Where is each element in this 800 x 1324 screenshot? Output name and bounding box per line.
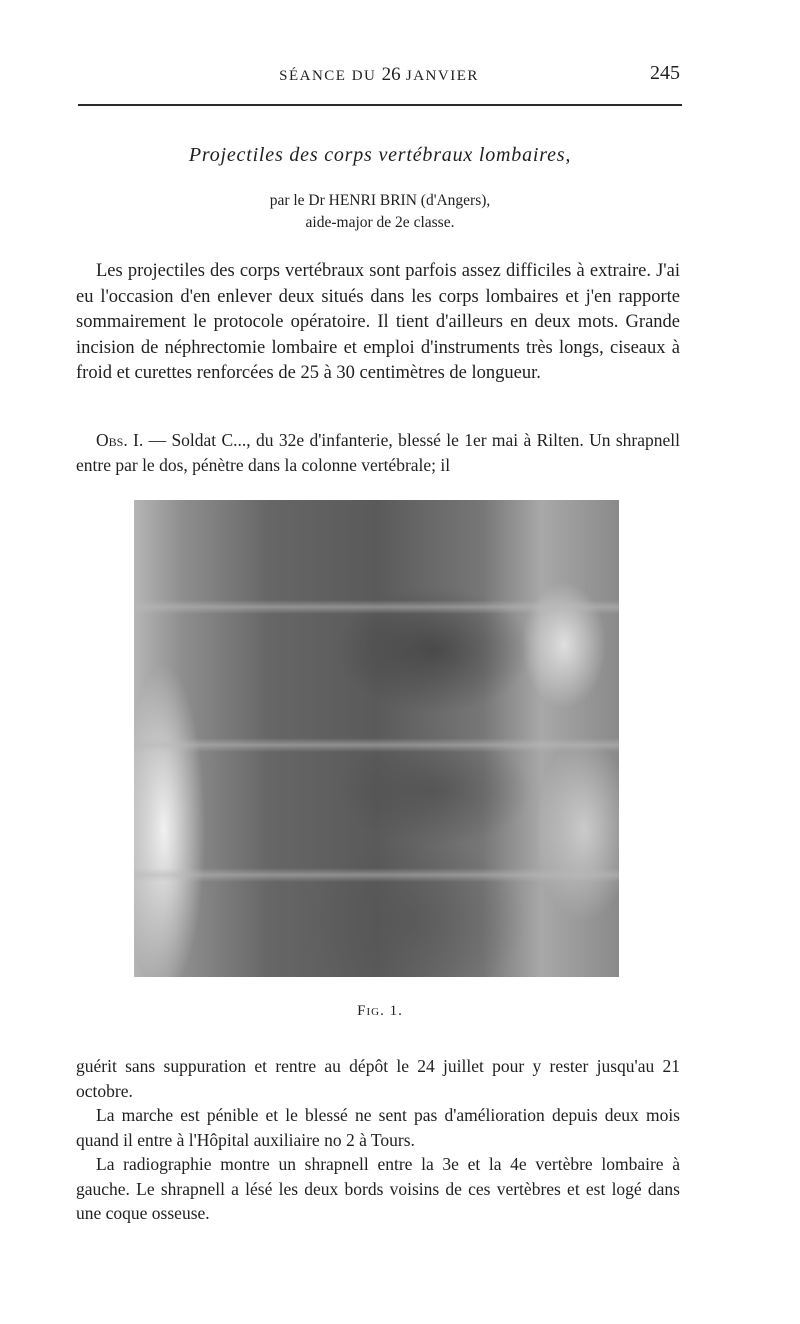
continuation-paragraph-1: guérit sans suppuration et rentre au dépôt le 24 juillet pour y rester jusqu'au 21 octobre. — [76, 1056, 680, 1101]
observation-text: — Soldat C..., du 32e d'infanterie, blessé le 1er mai à Rilten. Un shrapnell entre par le dos, pénètre dans la colonne vertébrale; il — [76, 430, 680, 475]
observation-block — [76, 428, 680, 477]
figure-texture-band — [134, 868, 619, 882]
byline-author: par le Dr HENRI BRIN (d'Angers), — [269, 192, 491, 209]
running-header — [78, 62, 680, 92]
article-title: Projectiles des corps vertébraux lombaires, — [188, 144, 572, 166]
page-number: 245 — [650, 62, 680, 84]
continuation-paragraph-2: La marche est pénible et le blessé ne sent pas d'amélioration depuis deux mois quand il entre à l'Hôpital auxiliaire no 2 à Tours. — [76, 1105, 680, 1150]
continuation-paragraph-3: La radiographie montre un shrapnell entre la 3e et la 4e vertèbre lombaire à gauche. Le shrapnell a lésé les deux bords voisins de ces vertèbres et est logé dans une coque osseuse. — [76, 1154, 680, 1223]
continuation-block — [76, 1054, 680, 1226]
byline-rank: aide-major de 2e classe. — [305, 214, 455, 231]
header-title-start: SÉANCE DU — [279, 68, 382, 84]
header-divider — [78, 104, 682, 106]
figure-texture-band — [134, 738, 619, 752]
running-header-title — [78, 64, 680, 86]
observation-paragraph — [76, 428, 680, 477]
intro-paragraph: Les projectiles des corps vertébraux sont parfois assez difficiles à extraire. J'ai eu l'occasion d'en enlever deux situés dans les corps lombaires et j'en rapporte sommairement le protocole opératoire. Il tient d'ailleurs en deux mots. Grande incision de néphrectomie lombaire et emploi d'instruments très longs, ciseaux à froid et curettes renforcées de 25 à 30 centimètres de longueur. — [76, 261, 680, 384]
figure-caption: Fig. 1. — [357, 1003, 403, 1019]
intro-paragraph-block — [76, 259, 680, 387]
figure-texture-band — [134, 600, 619, 614]
radiograph-figure — [134, 500, 619, 977]
byline — [78, 190, 682, 234]
header-title-end: JANVIER — [400, 68, 479, 84]
observation-label: Obs. I. — [96, 430, 144, 450]
header-title-day: 26 — [381, 64, 401, 85]
